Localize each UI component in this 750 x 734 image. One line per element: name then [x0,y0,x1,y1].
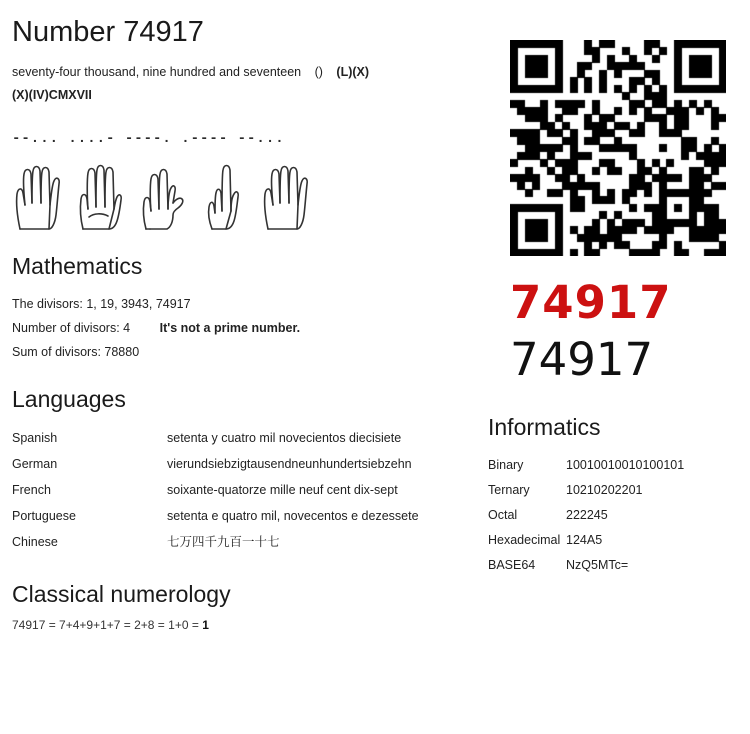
hand-seven-icon [260,163,312,231]
numerology-heading: Classical numerology [12,581,231,607]
number-display-black: 74917 [510,333,654,386]
roman-numeral-inline: (L)(X) [336,65,370,79]
number-words-english: seventy-four thousand, nine hundred and seventeen [12,65,302,79]
hand-one-icon [198,163,250,231]
table-row [488,553,738,578]
table-row [12,451,472,477]
language-name: Chinese [12,535,58,549]
informatics-key: BASE64 [488,558,536,572]
number-of-divisors-text: Number of divisors: 4 [12,321,131,335]
informatics-key: Binary [488,458,524,472]
table-row [488,478,738,503]
informatics-table [488,453,738,578]
number-in-words [12,63,482,82]
language-value: setenta y cuatro mil novecientos diecisiete [167,431,402,445]
informatics-value: NzQ5MTc= [566,558,629,572]
language-name: Spanish [12,431,58,445]
informatics-heading: Informatics [488,414,601,440]
table-row [12,477,472,503]
table-row [12,503,472,529]
language-name: German [12,457,58,471]
table-row [488,528,738,553]
roman-numeral-line: (X)(IV)CMXVII [12,88,92,102]
language-value: setenta e quatro mil, novecentos e dezessete [167,509,419,523]
numerology-expression: 74917 = 7+4+9+1+7 = 2+8 = 1+0 = [12,618,203,632]
informatics-value: 10210202201 [566,483,643,497]
hand-four-icon [74,163,126,231]
informatics-key: Ternary [488,483,530,497]
sign-language-digits [12,161,482,231]
informatics-key: Hexadecimal [488,533,561,547]
language-name: French [12,483,51,497]
table-row [12,529,472,555]
number-words-parenthesis: () [314,65,323,79]
number-display-red: 74917 [510,276,672,329]
number-of-divisors-line [12,316,482,340]
numerology-line [12,618,482,632]
hand-nine-icon [136,163,188,231]
divisors-line: The divisors: 1, 19, 3943, 74917 [12,297,191,311]
morse-code: --... ....- ----. .---- --... [12,131,285,147]
sum-of-divisors-line: Sum of divisors: 78880 [12,345,140,359]
qr-code-icon [510,40,726,256]
languages-table [12,425,472,555]
right-column [488,40,738,578]
informatics-value: 10010010010100101 [566,458,685,472]
left-column [12,8,482,632]
page-title: Number 74917 [12,16,204,48]
table-row [488,453,738,478]
mathematics-heading: Mathematics [12,253,143,279]
language-value: soixante-quatorze mille neuf cent dix-sept [167,483,398,497]
language-name: Portuguese [12,509,76,523]
table-row [12,425,472,451]
numerology-result: 1 [202,618,209,632]
hand-seven-icon [12,163,64,231]
informatics-key: Octal [488,508,518,522]
table-row [488,503,738,528]
informatics-value: 222245 [566,508,608,522]
informatics-value: 124A5 [566,533,603,547]
prime-status-note: It's not a prime number. [159,321,301,335]
languages-heading: Languages [12,386,126,412]
language-value: 七万四千九百一十七 [167,535,280,549]
language-value: vierundsiebzigtausendneunhundertsiebzehn [167,457,412,471]
